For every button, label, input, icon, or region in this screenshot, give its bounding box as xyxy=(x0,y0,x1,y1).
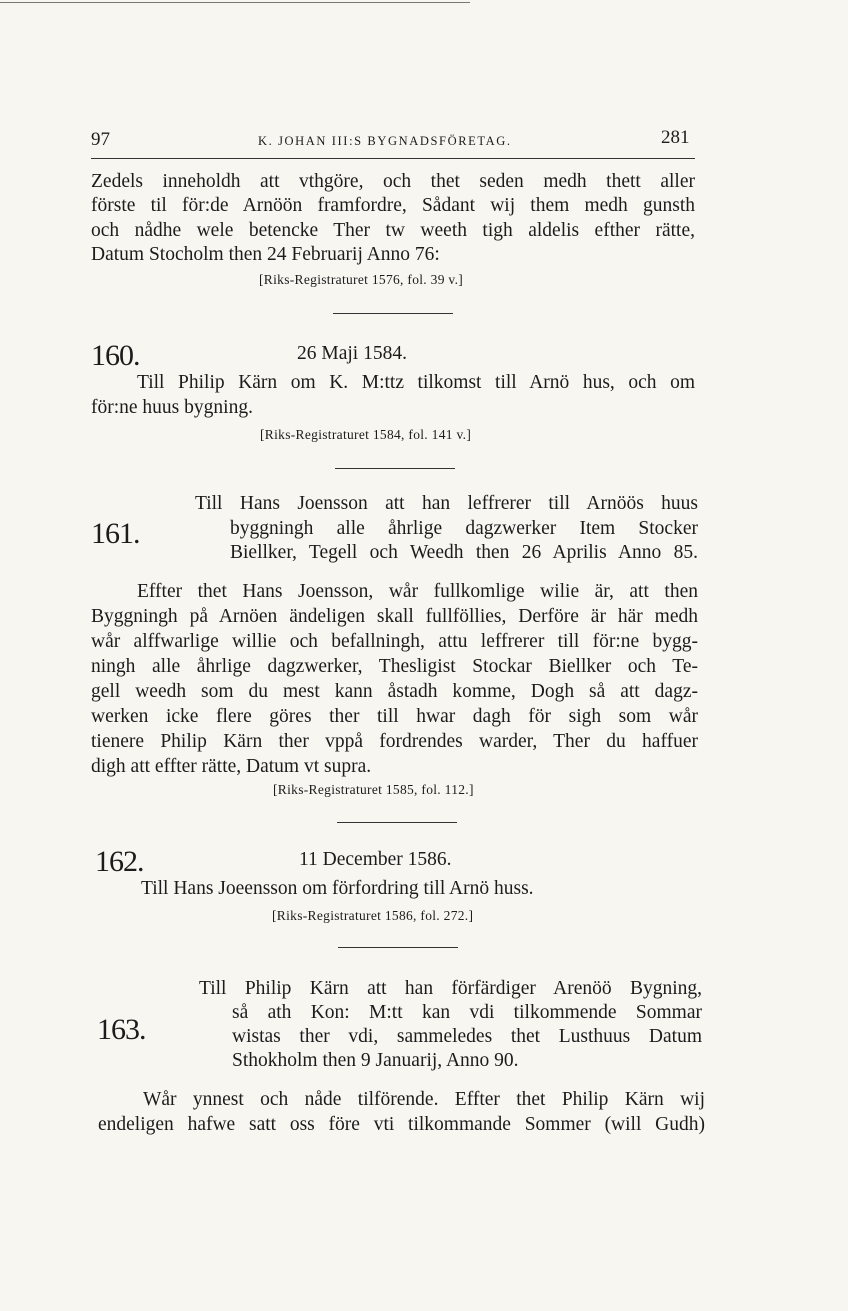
document-date-160: 26 Maji 1584. xyxy=(297,343,407,364)
summary-163-line-4: Sthokholm then 9 Januarij, Anno 90. xyxy=(232,1050,519,1071)
summary-163-line-1: Till Philip Kärn att han förfärdiger Arenöö Bygning, xyxy=(199,978,702,999)
body-161-line-4: ningh alle åhrlige dagzwerker, Thesligist Stockar Biellker och Te- xyxy=(91,656,698,677)
summary-163-line-3: wistas ther vdi, sammeledes thet Lusthuus Datum xyxy=(232,1026,702,1047)
section-separator xyxy=(335,468,455,469)
opening-line-3: och nådhe wele betencke Ther tw weeth tigh aldelis efther rätte, xyxy=(91,220,695,241)
body-161-line-1: Effter thet Hans Joensson, wår fullkomlige wilie är, att then xyxy=(137,581,698,602)
reference-162: [Riks-Registraturet 1586, fol. 272.] xyxy=(272,908,474,923)
running-title: K. JOHAN III:S BYGNADSFÖRETAG. xyxy=(258,134,512,148)
section-separator xyxy=(333,313,453,314)
opening-line-4: Datum Stocholm then 24 Februarij Anno 76: xyxy=(91,244,440,265)
scan-top-edge xyxy=(0,2,470,3)
body-163-line-1: Wår ynnest och nåde tilförende. Effter thet Philip Kärn wij xyxy=(143,1089,705,1110)
document-number-163: 163. xyxy=(97,1013,146,1046)
document-number-161: 161. xyxy=(91,517,140,550)
document-number-162: 162. xyxy=(95,845,144,878)
opening-line-1: Zedels inneholdh att vthgöre, och thet seden medh thett aller xyxy=(91,171,695,192)
document-number-160: 160. xyxy=(91,339,140,372)
summary-162: Till Hans Joeensson om förfordring till Arnö huss. xyxy=(141,878,534,899)
opening-line-2: förste til för:de Arnöön framfordre, Sådant wij them medh gunsth xyxy=(91,195,695,216)
body-161-line-7: tienere Philip Kärn ther vppå fordrendes warder, Ther du haffuer xyxy=(91,731,698,752)
reference-160: [Riks-Registraturet 1584, fol. 141 v.] xyxy=(260,427,472,442)
page-number-right: 281 xyxy=(661,127,690,148)
summary-163-line-2: så ath Kon: M:tt kan vdi tilkommende Sommar xyxy=(232,1002,702,1023)
opening-reference: [Riks-Registraturet 1576, fol. 39 v.] xyxy=(259,272,464,287)
summary-161-line-2: byggningh alle åhrlige dagzwerker Item Stocker xyxy=(230,518,698,539)
body-161-line-8: digh att effter rätte, Datum vt supra. xyxy=(91,756,372,777)
reference-161: [Riks-Registraturet 1585, fol. 112.] xyxy=(273,782,474,797)
document-date-162: 11 December 1586. xyxy=(299,849,452,870)
summary-160-line-1: Till Philip Kärn om K. M:ttz tilkomst till Arnö hus, och om xyxy=(137,372,695,393)
summary-161-line-1: Till Hans Joensson att han leffrerer till Arnöös huus xyxy=(195,493,698,514)
section-separator xyxy=(338,947,458,948)
header-rule xyxy=(91,158,695,159)
body-161-line-3: wår alffwarlige willie och befallningh, attu leffrerer till för:ne bygg- xyxy=(91,631,698,652)
body-161-line-2: Byggningh på Arnöen ändeligen skall fullföllies, Derföre är här medh xyxy=(91,606,698,627)
body-161-line-6: werken icke flere göres ther till hwar dagh för sigh som wår xyxy=(91,706,698,727)
body-161-line-5: gell weedh som du mest kann åstadh komme, Dogh så att dagz- xyxy=(91,681,698,702)
summary-161-line-3: Biellker, Tegell och Weedh then 26 Aprilis Anno 85. xyxy=(230,542,698,563)
body-163-line-2: endeligen hafwe satt oss före vti tilkommande Sommer (will Gudh) xyxy=(98,1114,705,1135)
section-separator xyxy=(337,822,457,823)
summary-160-line-2: för:ne huus bygning. xyxy=(91,397,253,418)
page-number-left: 97 xyxy=(91,129,110,150)
